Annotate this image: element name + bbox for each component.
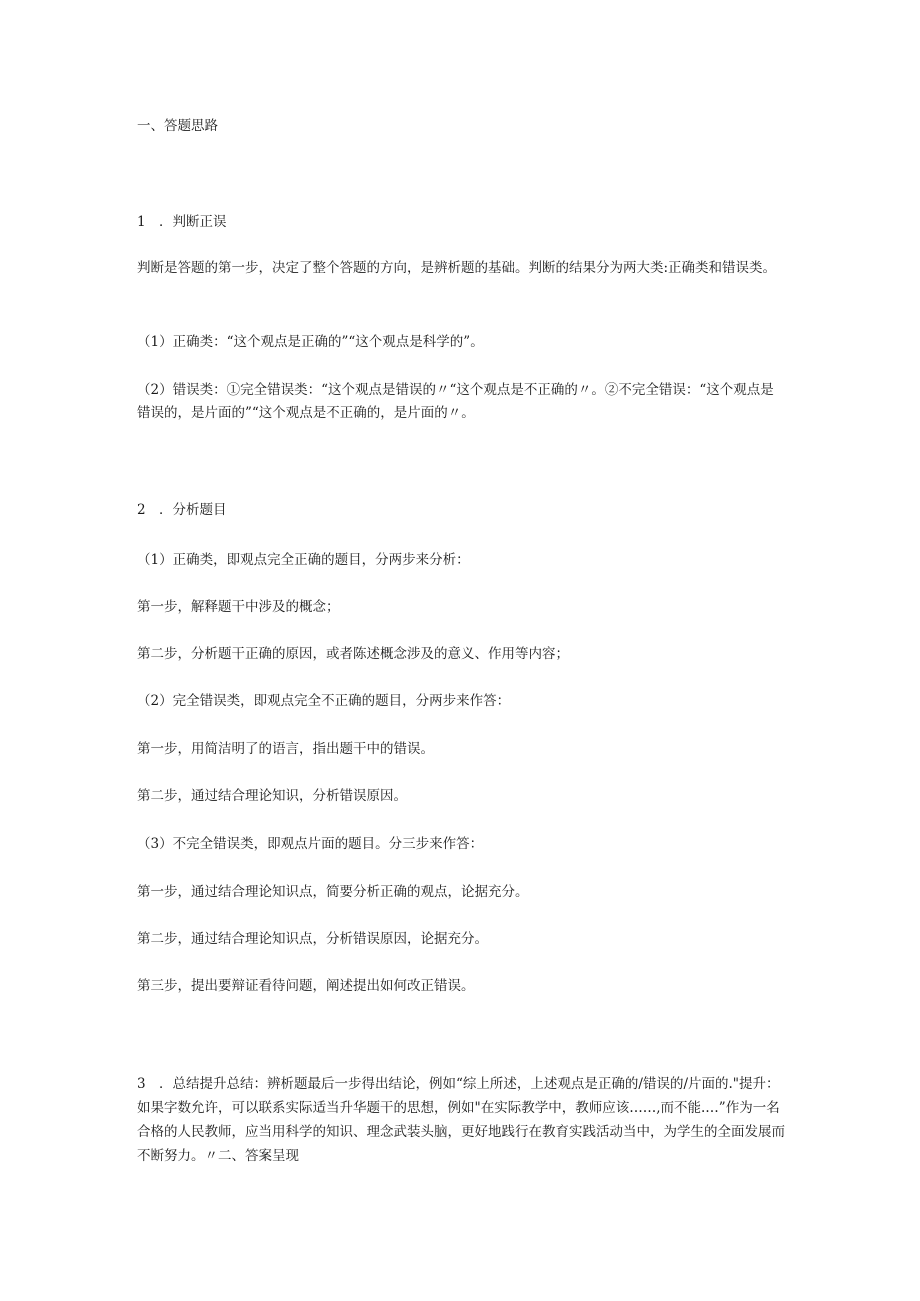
list-item: （3）不完全错误类，即观点片面的题目。分三步来作答： bbox=[137, 836, 484, 852]
paragraph-correct-type: （1）正确类：“这个观点是正确的”“这个观点是科学的”。 bbox=[137, 334, 484, 350]
paragraph-summary bbox=[137, 1072, 787, 1168]
list-item: 第二步，分析题干正确的原因，或者陈述概念涉及的意义、作用等内容； bbox=[137, 646, 569, 662]
list-item: 第一步，通过结合理论知识点，简要分析正确的观点，论据充分。 bbox=[137, 884, 529, 900]
subsection-title: ．分析题目 bbox=[159, 502, 227, 518]
list-item: 第三步，提出要辩证看待问题，阐述提出如何改正错误。 bbox=[137, 978, 475, 994]
list-item: （1）正确类，即观点完全正确的题目，分两步来分析： bbox=[137, 552, 470, 568]
subsection-heading-2 bbox=[137, 499, 787, 522]
subsection-heading-1 bbox=[137, 211, 787, 234]
list-item: 第二步，通过结合理论知识点，分析错误原因，论据充分。 bbox=[137, 931, 488, 947]
subsection-number: 1 bbox=[137, 214, 146, 230]
list-item: 第二步，通过结合理论知识，分析错误原因。 bbox=[137, 788, 407, 804]
section-heading-answer-approach: 一、答题思路 bbox=[137, 118, 218, 134]
subsection-number: 3 bbox=[137, 1076, 146, 1092]
subsection-title: ．判断正误 bbox=[159, 214, 227, 230]
subsection-number: 2 bbox=[137, 502, 146, 518]
paragraph-wrong-type: （2）错误类：①完全错误类：“这个观点是错误的〃“这个观点是不正确的〃。②不完全错误：“这个观点是错误的，是片面的”“这个观点是不正确的，是片面的〃。 bbox=[137, 382, 774, 421]
summary-text: ．总结提升总结：辨析题最后一步得出结论，例如“综上所述，上述观点是正确的/错误的/片面的."提升：如果字数允许，可以联系实际适当升华题干的思想，例如"在实际教学中，教师应该……,而不能.…”作为一名合格的人民教师，应当用科学的知识、理念武装头脑，更好地践行在教育实践活动当中，为学生的全面发展而不断努力。〃二、答案呈现 bbox=[137, 1076, 785, 1164]
document-page bbox=[137, 0, 787, 1301]
list-item: 第一步，解释题干中涉及的概念； bbox=[137, 599, 340, 615]
list-item: 第一步，用简洁明了的语言，指出题干中的错误。 bbox=[137, 741, 434, 757]
list-item: （2）完全错误类，即观点完全不正确的题目，分两步来作答： bbox=[137, 693, 511, 709]
paragraph-judgment-intro: 判断是答题的第一步，决定了整个答题的方向，是辨析题的基础。判断的结果分为两大类:正确类和错误类。 bbox=[137, 260, 777, 276]
